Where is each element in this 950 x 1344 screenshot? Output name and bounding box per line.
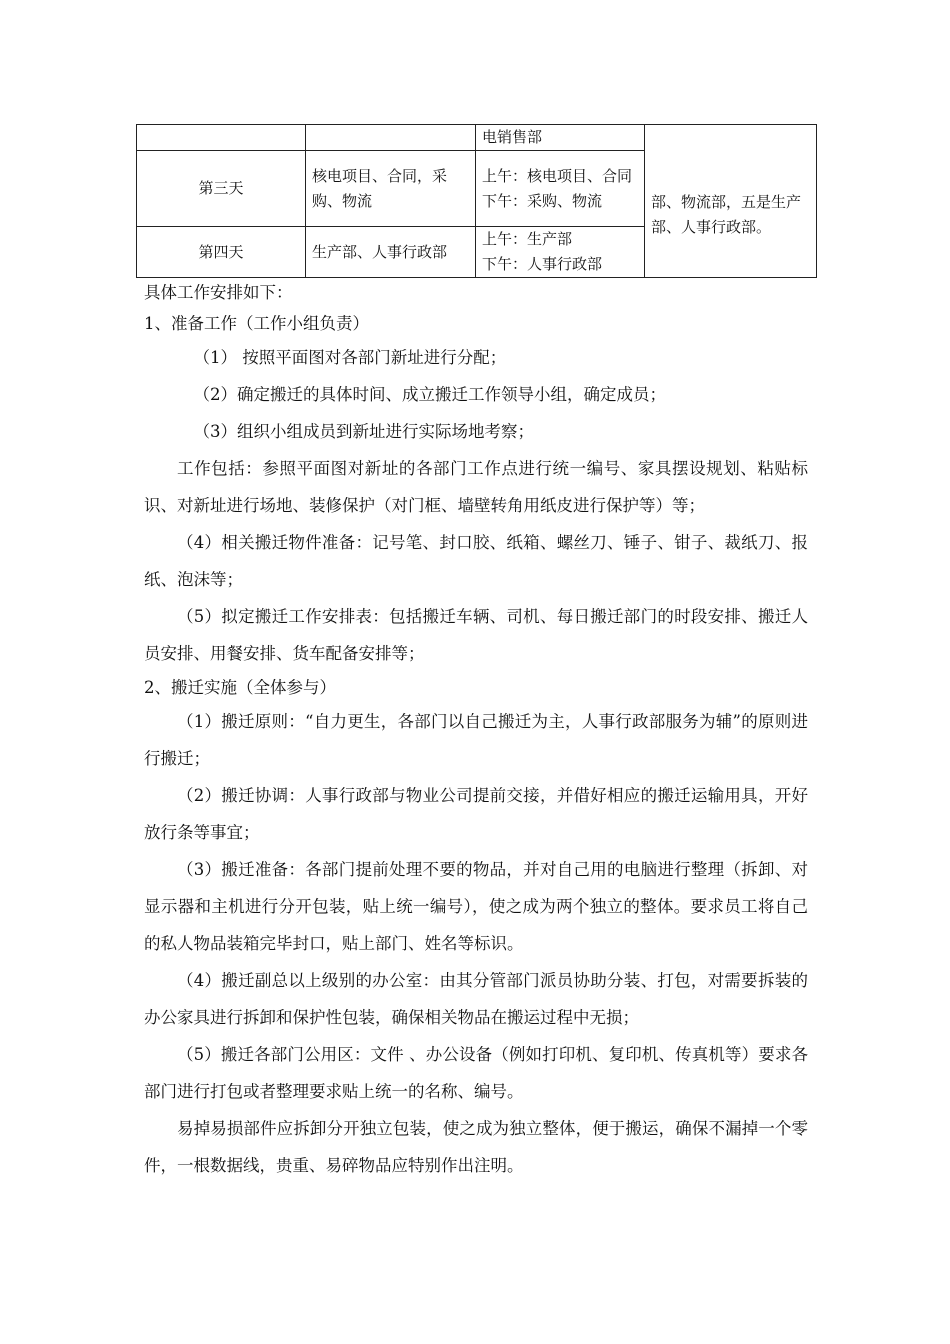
day-label: 第四天 xyxy=(198,242,244,261)
departments-cell xyxy=(306,151,476,227)
merged-note-cell xyxy=(645,125,817,278)
s1-item-5: （5）拟定搬迁工作安排表：包括搬迁车辆、司机、每日搬迁部门的时段安排、搬迁人员安排、用餐安排、货车配备安排等； xyxy=(144,607,808,663)
day-label: 第三天 xyxy=(198,179,244,197)
s1-work-paragraph: 工作包括：参照平面图对新址的各部门工作点进行统一编号、家具摆设规划、粘贴标识、对新址进行场地、装修保护（对门框、墙壁转角用纸皮进行保护等）等； xyxy=(144,459,808,515)
schedule-morning: 上午：核电项目、合同 xyxy=(482,166,633,185)
table-cell xyxy=(476,125,645,151)
section-1-heading: 1、准备工作（工作小组负责） xyxy=(144,314,369,333)
s1-item-3: （3）组织小组成员到新址进行实际场地考察； xyxy=(193,422,534,441)
s1-item-1: （1） 按照平面图对各部门新址进行分配； xyxy=(193,348,507,367)
section-2-heading: 2、搬迁实施（全体参与） xyxy=(144,678,336,697)
departments-text: 生产部、人事行政部 xyxy=(312,242,448,261)
table-cell xyxy=(137,125,306,151)
merged-note: 部、物流部，五是生产部、人事行政部。 xyxy=(651,193,802,236)
intro-text: 具体工作安排如下： xyxy=(144,283,293,302)
s2-item-2: （2）搬迁协调：人事行政部与物业公司提前交接，并借好相应的搬迁运输用具，开好放行条等事宜； xyxy=(144,786,808,842)
s1-item-4: （4）相关搬迁物件准备：记号笔、封口胶、纸箱、螺丝刀、锤子、钳子、裁纸刀、报纸、泡沫等； xyxy=(144,533,808,589)
schedule-afternoon: 下午：人事行政部 xyxy=(482,255,603,273)
day-cell xyxy=(137,151,306,227)
schedule-cell xyxy=(476,151,645,227)
schedule-morning: 上午：生产部 xyxy=(482,230,573,248)
table-row xyxy=(137,125,817,151)
schedule-afternoon: 下午：采购、物流 xyxy=(482,191,603,210)
departments-text: 核电项目、合同，采购、物流 xyxy=(312,166,448,210)
s1-item-2: （2）确定搬迁的具体时间、成立搬迁工作领导小组，确定成员； xyxy=(193,385,666,404)
departments-cell xyxy=(306,227,476,278)
cell-text: 电销售部 xyxy=(482,128,543,146)
schedule-table xyxy=(136,124,817,278)
body-text xyxy=(144,277,808,1184)
s2-item-3: （3）搬迁准备：各部门提前处理不要的物品，并对自己用的电脑进行整理（拆卸、对显示器和主机进行分开包装，贴上统一编号），使之成为两个独立的整体。要求员工将自己的私人物品装箱完毕封口，贴上部门、姓名等标识。 xyxy=(144,860,808,953)
s2-item-5: （5）搬迁各部门公用区：文件 、办公设备（例如打印机、复印机、传真机等）要求各部门进行打包或者整理要求贴上统一的名称、编号。 xyxy=(144,1045,808,1101)
schedule-cell xyxy=(476,227,645,278)
s2-item-1: （1）搬迁原则：“自力更生，各部门以自己搬迁为主，人事行政部服务为辅”的原则进行搬迁； xyxy=(144,712,808,768)
day-cell xyxy=(137,227,306,278)
table-cell xyxy=(306,125,476,151)
s2-note: 易掉易损部件应拆卸分开独立包装，使之成为独立整体，便于搬运，确保不漏掉一个零件，一根数据线，贵重、易碎物品应特别作出注明。 xyxy=(144,1119,808,1175)
s2-item-4: （4）搬迁副总以上级别的办公室：由其分管部门派员协助分装、打包，对需要拆装的办公家具进行拆卸和保护性包装，确保相关物品在搬运过程中无损； xyxy=(144,971,808,1027)
